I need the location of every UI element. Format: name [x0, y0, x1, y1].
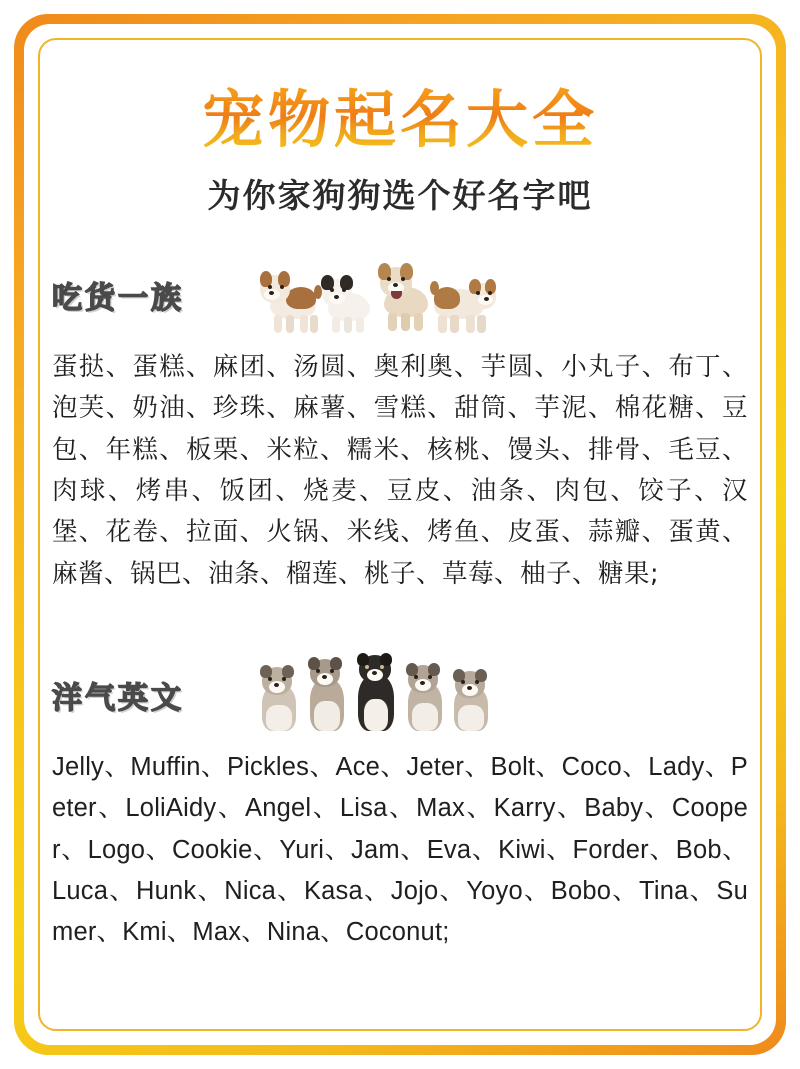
- section-foodie: [52, 247, 748, 595]
- poster-content: [52, 52, 748, 1017]
- five-puppies-photo: [248, 647, 496, 739]
- section-english: [52, 647, 748, 953]
- section-foodie-header: [52, 247, 748, 339]
- title-block: [52, 52, 748, 217]
- section-english-names: Jelly、Muffin、Pickles、Ace、Jeter、Bolt、Coco、Lady、Peter、LoliAidy、Angel、Lisa、Max、Karry、Baby、Cooper、Logo、Cookie、Yuri、Jam、Eva、Kiwi、Forder、Bob、Luca、Hunk、Nica、Kasa、Jojo、Yoyo、Bobo、Tina、Sumer、Kmi、Max、Nina、Coconut;: [52, 752, 748, 947]
- four-puppies-photo: [252, 247, 500, 339]
- page-subtitle: 为你家狗狗选个好名字吧: [207, 176, 593, 216]
- page-title: 宠物起名大全: [196, 86, 604, 154]
- section-english-label: 洋气英文: [52, 680, 184, 716]
- section-foodie-label: 吃货一族: [52, 281, 184, 317]
- section-english-header: [52, 647, 748, 739]
- section-foodie-names: 蛋挞、蛋糕、麻团、汤圆、奥利奥、芋圆、小丸子、布丁、泡芙、奶油、珍珠、麻薯、雪糕、甜筒、芋泥、棉花糖、豆包、年糕、板栗、米粒、糯米、核桃、馒头、排骨、毛豆、肉球、烤串、饭团、烧麦、豆皮、油条、肉包、饺子、汉堡、花卷、拉面、火锅、米线、烤鱼、皮蛋、蒜瓣、蛋黄、麻酱、锅巴、油条、榴莲、桃子、草莓、柚子、糖果;: [52, 352, 748, 589]
